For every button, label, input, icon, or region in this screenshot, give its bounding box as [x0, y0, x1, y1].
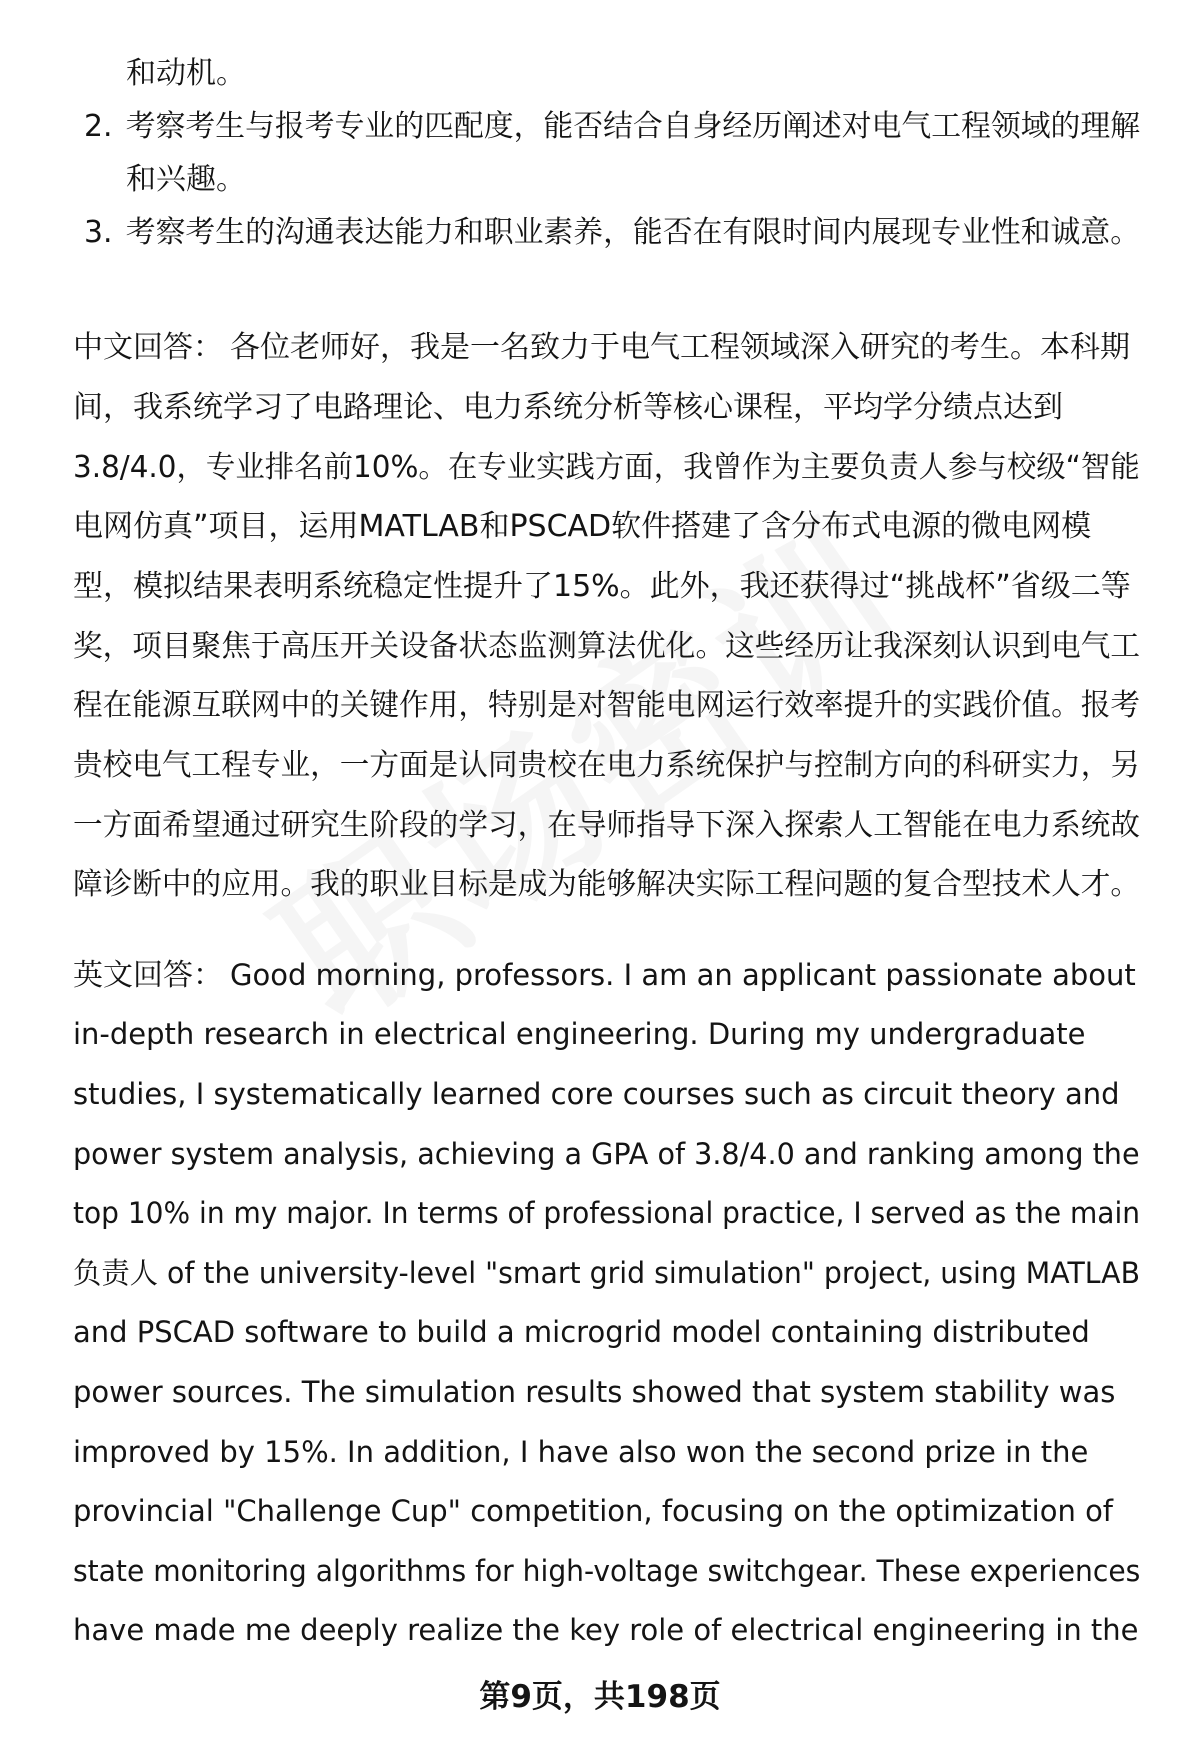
chinese-answer-line: 间，我系统学习了电路理论、电力系统分析等核心课程，平均学分绩点达到: [73, 390, 1063, 425]
chinese-answer-line: 3.8/4.0，专业排名前10%。在专业实践方面，我曾作为主要负责人参与校级“智能: [73, 450, 1140, 485]
chinese-answer-line: 电网仿真”项目，运用MATLAB和PSCAD软件搭建了含分布式电源的微电网模: [73, 509, 1092, 544]
chinese-answer-line: 程在能源互联网中的关键作用，特别是对智能电网运行效率提升的实践价值。报考: [73, 688, 1141, 723]
chinese-answer-line: 障诊断中的应用。我的职业目标是成为能够解决实际工程问题的复合型技术人才。: [73, 867, 1141, 902]
english-answer-line: power sources. The simulation results showed that system stability was: [73, 1375, 1116, 1409]
english-answer-line: in-depth research in electrical engineering. During my undergraduate: [73, 1017, 1086, 1051]
criteria-item2-continuation: 和兴趣。: [126, 162, 246, 197]
english-answer-line: have made me deeply realize the key role of electrical engineering in the: [73, 1613, 1139, 1647]
page-number: 第9页，共198页: [479, 1679, 721, 1715]
english-answer-line: top 10% in my major. In terms of professional practice, I served as the main: [73, 1196, 1141, 1230]
chinese-answer-line: 一方面希望通过研究生阶段的学习，在导师指导下深入探索人工智能在电力系统故: [73, 808, 1141, 843]
chinese-answer-line: 中文回答： 各位老师好，我是一名致力于电气工程领域深入研究的考生。本科期: [73, 328, 1130, 368]
criteria-item3: [84, 213, 1140, 253]
criteria-item3-number: 3.: [84, 215, 113, 250]
chinese-answer-line: 奖，项目聚焦于高压开关设备状态监测算法优化。这些经历让我深刻认识到电气工: [73, 629, 1141, 664]
english-answer-label: 英文回答：: [73, 958, 223, 993]
english-answer-line: 负责人 of the university-level "smart grid simulation" project, using MATLAB: [73, 1256, 1141, 1290]
english-answer-line: state monitoring algorithms for high-voltage switchgear. These experiences: [73, 1554, 1141, 1588]
criteria-item2-text: 考察考生与报考专业的匹配度，能否结合自身经历阐述对电气工程领域的理解: [125, 109, 1141, 144]
criteria-item2-number: 2.: [84, 109, 113, 144]
english-answer-line: studies, I systematically learned core courses such as circuit theory and: [73, 1077, 1120, 1111]
english-answer-line: power system analysis, achieving a GPA of 3.8/4.0 and ranking among the: [73, 1137, 1140, 1171]
english-answer-line: provincial "Challenge Cup" competition, focusing on the optimization of: [73, 1494, 1114, 1528]
english-answer-line: and PSCAD software to build a microgrid model containing distributed: [73, 1315, 1090, 1349]
english-answer-line: 英文回答： Good morning, professors. I am an applicant passionate about: [73, 955, 1136, 995]
chinese-answer-label: 中文回答：: [73, 330, 223, 365]
english-answer-line: improved by 15%. In addition, I have also won the second prize in the: [73, 1435, 1089, 1469]
chinese-answer-line: 贵校电气工程专业，一方面是认同贵校在电力系统保护与控制方向的科研实力，另: [73, 748, 1141, 783]
chinese-answer-line: 型，模拟结果表明系统稳定性提升了15%。此外，我还获得过“挑战杯”省级二等: [73, 569, 1131, 604]
criteria-item1-continuation: 和动机。: [126, 56, 246, 91]
criteria-item3-text: 考察考生的沟通表达能力和职业素养，能否在有限时间内展现专业性和诚意。: [125, 215, 1141, 250]
criteria-item2: [84, 107, 1140, 147]
